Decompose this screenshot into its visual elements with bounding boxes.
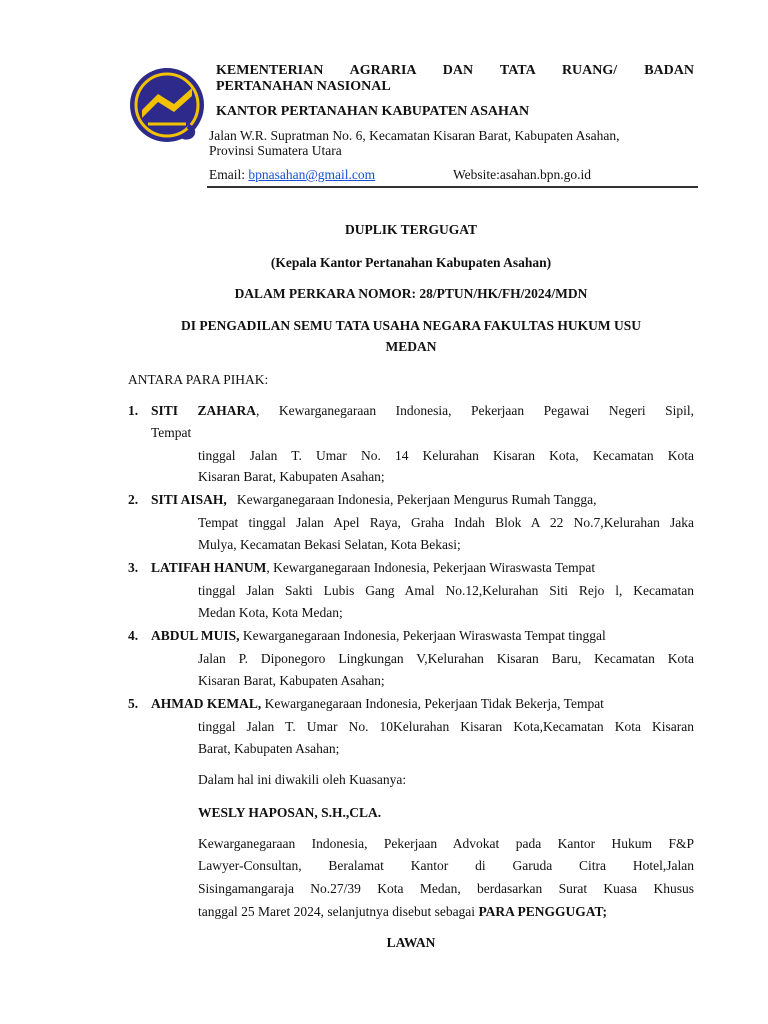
court-line-1: DI PENGADILAN SEMU TATA USAHA NEGARA FAKULTAS HUKUM USU [180, 318, 642, 333]
party-5-name: AHMAD KEMAL, [151, 696, 262, 711]
email-link[interactable]: bpnasahan@gmail.com [248, 167, 376, 182]
party-number: 1. [128, 403, 139, 418]
representation-line4: tanggal 25 Maret 2024, selanjutnya disebut sebagai PARA PENGGUGAT; [198, 904, 608, 919]
representation-intro: Dalam hal ini diwakili oleh Kuasanya: [198, 772, 407, 787]
ministry-name: KEMENTERIAN AGRARIA DAN TATA RUANG/ BADAN [216, 63, 694, 78]
office-address-line1: Jalan W.R. Supratman No. 6, Kecamatan Kisaran Barat, Kabupaten Asahan, [209, 128, 620, 143]
parties-intro: ANTARA PARA PIHAK: [128, 372, 269, 387]
party-3-line1: LATIFAH HANUM, Kewarganegaraan Indonesia, Pekerjaan Wiraswasta Tempat [151, 560, 596, 575]
court-line-2: MEDAN [385, 339, 437, 354]
party-1-line1b: Tempat [151, 425, 192, 440]
email-row [209, 167, 375, 183]
party-1-line3: Kisaran Barat, Kabupaten Asahan; [198, 469, 385, 484]
case-number: DALAM PERKARA NOMOR: 28/PTUN/HK/FH/2024/MDN [234, 286, 588, 301]
party-1-line2: tinggal Jalan T. Umar No. 14 Kelurahan Kisaran Kota, Kecamatan Kota [198, 448, 694, 463]
party-4-line1: ABDUL MUIS, Kewarganegaraan Indonesia, Pekerjaan Wiraswasta Tempat tinggal [151, 628, 606, 643]
document-title: DUPLIK TERGUGAT [345, 222, 477, 237]
party-number: 3. [128, 560, 139, 575]
office-address-line2: Provinsi Sumatera Utara [209, 143, 342, 158]
plaintiffs-label: PARA PENGGUGAT; [478, 904, 608, 919]
party-5-line1: AHMAD KEMAL, Kewarganegaraan Indonesia, Pekerjaan Tidak Bekerja, Tempat [151, 696, 604, 711]
email-label: Email: [209, 167, 249, 182]
party-3-line2: tinggal Jalan Sakti Lubis Gang Amal No.12,Kelurahan Siti Rejo l, Kecamatan [198, 583, 694, 598]
office-name: KANTOR PERTANAHAN KABUPATEN ASAHAN [216, 104, 530, 119]
party-1-name: SITI ZAHARA [151, 403, 257, 418]
lawyer-name: WESLY HAPOSAN, S.H.,CLA. [198, 805, 382, 820]
party-2-line2: Tempat tinggal Jalan Apel Raya, Graha Indah Blok A 22 No.7,Kelurahan Jaka [198, 515, 694, 530]
party-4-line3: Kisaran Barat, Kabupaten Asahan; [198, 673, 385, 688]
versus-label: LAWAN [386, 935, 436, 950]
representation-line2: Lawyer-Consultan, Beralamat Kantor di Garuda Citra Hotel,Jalan [198, 858, 694, 873]
party-2-line1: SITI AISAH, Kewarganegaraan Indonesia, Pekerjaan Mengurus Rumah Tangga, [151, 492, 597, 507]
representation-line1: Kewarganegaraan Indonesia, Pekerjaan Advokat pada Kantor Hukum F&P [198, 836, 694, 851]
party-3-name: LATIFAH HANUM [151, 560, 267, 575]
party-5-line3: Barat, Kabupaten Asahan; [198, 741, 340, 756]
party-2-line3: Mulya, Kecamatan Bekasi Selatan, Kota Bekasi; [198, 537, 461, 552]
ministry-name-cont: PERTANAHAN NASIONAL [216, 79, 391, 94]
party-1-line1: SITI ZAHARA, Kewarganegaraan Indonesia, Pekerjaan Pegawai Negeri Sipil, [151, 403, 694, 418]
website-text: Website:asahan.bpn.go.id [453, 167, 592, 182]
bpn-logo-icon [128, 66, 206, 144]
party-5-line2: tinggal Jalan T. Umar No. 10Kelurahan Kisaran Kota,Kecamatan Kota Kisaran [198, 719, 694, 734]
party-number: 5. [128, 696, 139, 711]
party-3-line3: Medan Kota, Kota Medan; [198, 605, 343, 620]
letterhead-divider [207, 186, 698, 188]
party-2-name: SITI AISAH, [151, 492, 227, 507]
party-number: 4. [128, 628, 139, 643]
party-number: 2. [128, 492, 139, 507]
representation-line3: Sisingamangaraja No.27/39 Kota Medan, berdasarkan Surat Kuasa Khusus [198, 881, 694, 896]
party-4-line2: Jalan P. Diponegoro Lingkungan V,Kelurahan Kisaran Baru, Kecamatan Kota [198, 651, 694, 666]
document-subtitle: (Kepala Kantor Pertanahan Kabupaten Asahan) [270, 255, 552, 270]
party-4-name: ABDUL MUIS, [151, 628, 240, 643]
